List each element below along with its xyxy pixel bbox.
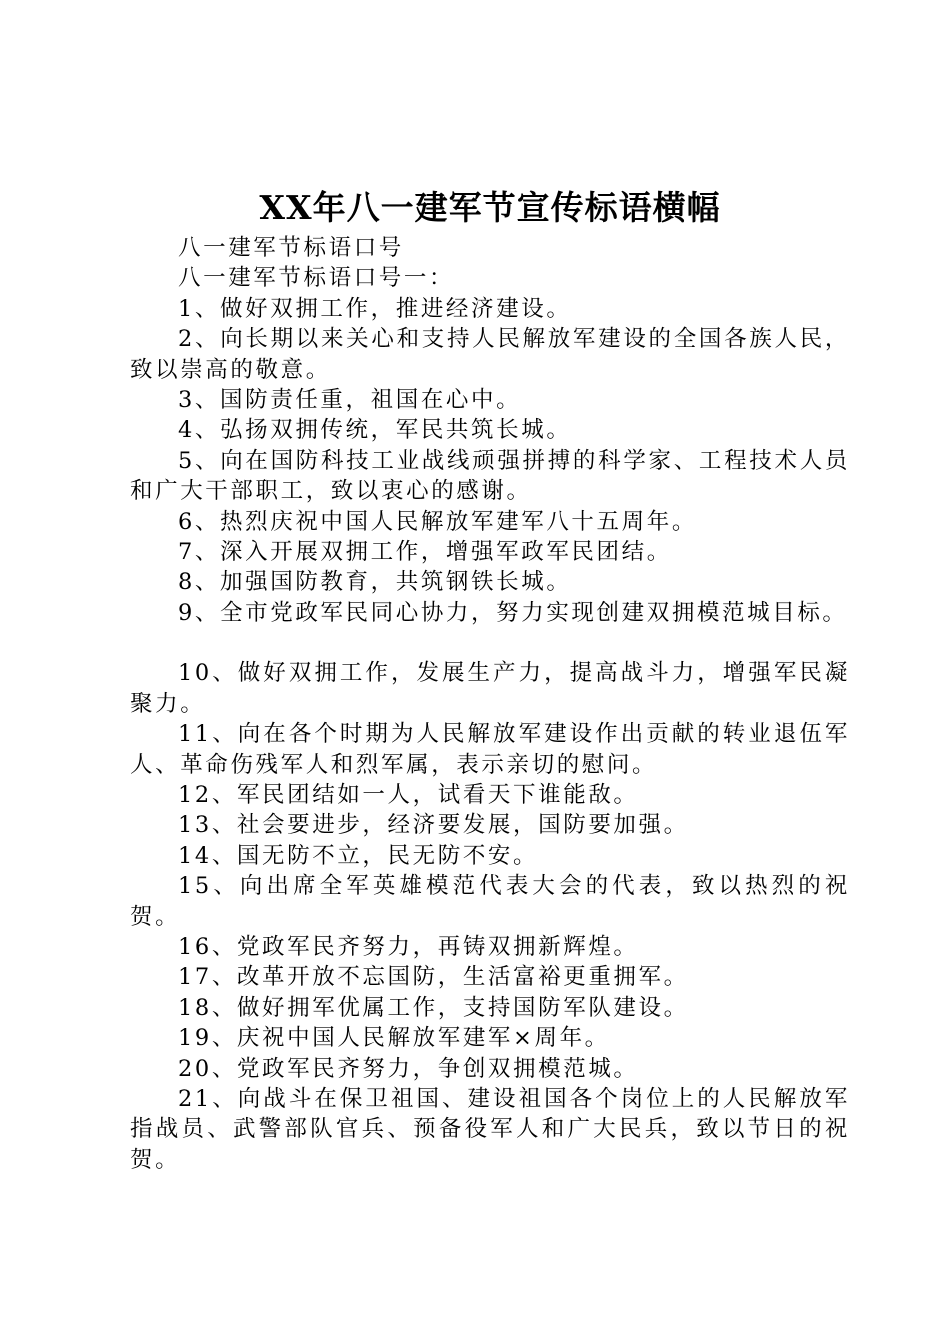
- slogan-item-6: 6、热烈庆祝中国人民解放军建军八十五周年。: [178, 508, 697, 535]
- slogan-item-18: 18、做好拥军优属工作，支持国防军队建设。: [178, 994, 689, 1021]
- slogan-item-10: 10、做好双拥工作，发展生产力，提高战斗力，增强军民凝聚力。: [130, 660, 850, 717]
- slogan-item-20: 20、党政军民齐努力，争创双拥模范城。: [178, 1055, 639, 1082]
- slogan-item-16: 16、党政军民齐努力，再铸双拥新辉煌。: [178, 933, 639, 960]
- section-heading: 八一建军节标语口号: [178, 235, 404, 261]
- slogan-item-19: 19、庆祝中国人民解放军建军×周年。: [178, 1025, 610, 1052]
- document-title: XX年八一建军节宣传标语横幅: [259, 188, 721, 227]
- slogan-item-2: 2、向长期以来关心和支持人民解放军建设的全国各族人民，致以崇高的敬意。: [130, 326, 850, 383]
- slogan-item-11: 11、向在各个时期为人民解放军建设作出贡献的转业退伍军人、革命伤残军人和烈军属，表示亲切的慰问。: [130, 721, 850, 778]
- slogan-item-21: 21、向战斗在保卫祖国、建设祖国各个岗位上的人民解放军指战员、武警部队官兵、预备役军人和广大民兵，致以节日的祝贺。: [130, 1085, 850, 1173]
- paragraph-gap: [130, 628, 850, 658]
- slogan-item-8: 8、加强国防教育，共筑钢铁长城。: [178, 569, 572, 596]
- slogan-item-5: 5、向在国防科技工业战线顽强拼搏的科学家、工程技术人员和广大干部职工，致以衷心的感谢。: [130, 447, 850, 505]
- slogan-item-13: 13、社会要进步，经济要发展，国防要加强。: [178, 812, 689, 839]
- slogan-item-3: 3、国防责任重，祖国在心中。: [178, 387, 522, 414]
- slogan-item-1: 1、做好双拥工作，推进经济建设。: [178, 295, 572, 322]
- slogan-item-14: 14、国无防不立，民无防不安。: [178, 842, 539, 869]
- slogan-item-17: 17、改革开放不忘国防，生活富裕更重拥军。: [178, 964, 689, 991]
- slogan-item-7: 7、深入开展双拥工作，增强军政军民团结。: [178, 539, 672, 566]
- slogan-item-4: 4、弘扬双拥传统，军民共筑长城。: [178, 417, 572, 444]
- slogan-item-9: 9、全市党政军民同心协力，努力实现创建双拥模范城目标。: [178, 599, 848, 626]
- slogan-item-12: 12、军民团结如一人，试看天下谁能敌。: [178, 781, 639, 808]
- section-subheading: 八一建军节标语口号一：: [178, 265, 455, 292]
- slogan-item-15: 15、向出席全军英雄模范代表大会的代表，致以热烈的祝贺。: [130, 873, 850, 930]
- document-page: [130, 185, 850, 1175]
